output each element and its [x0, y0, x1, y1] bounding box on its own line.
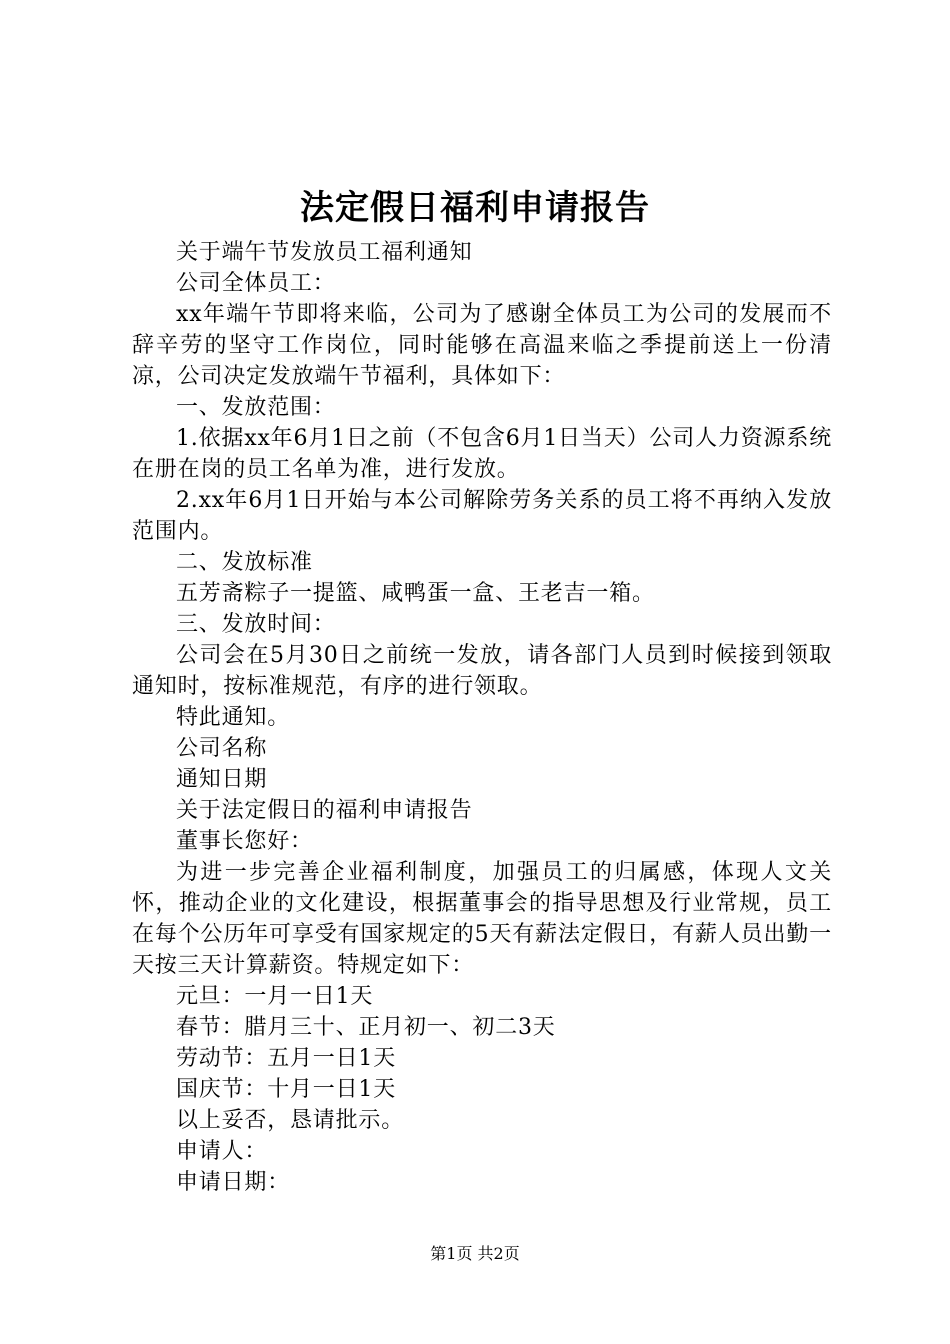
paragraph: 董事长您好：: [176, 829, 313, 854]
paragraph: 元旦：一月一日1天: [176, 984, 374, 1009]
paragraph: 特此通知。: [176, 705, 291, 730]
paragraph: 申请日期：: [176, 1170, 291, 1195]
document-body: [132, 237, 832, 1198]
paragraph: 五芳斋粽子一提篮、咸鸭蛋一盒、王老吉一箱。: [176, 581, 655, 606]
page-footer: 第1页 共2页: [430, 1244, 520, 1263]
paragraph: 关于端午节发放员工福利通知: [176, 240, 473, 265]
paragraph: 2.xx年6月1日开始与本公司解除劳务关系的员工将不再纳入发放范围内。: [132, 488, 832, 544]
paragraph: 一、发放范围：: [176, 395, 336, 420]
paragraph: 国庆节：十月一日1天: [176, 1077, 396, 1102]
paragraph: 关于法定假日的福利申请报告: [176, 798, 473, 823]
paragraph: 春节：腊月三十、正月初一、初二3天: [176, 1015, 556, 1040]
paragraph: 1.依据xx年6月1日之前（不包含6月1日当天）公司人力资源系统在册在岗的员工名单为准，进行发放。: [132, 426, 832, 482]
document-title: 法定假日福利申请报告: [300, 188, 650, 228]
paragraph: 劳动节：五月一日1天: [176, 1046, 396, 1071]
paragraph: 通知日期: [176, 767, 268, 792]
paragraph: 二、发放标准: [176, 550, 313, 575]
paragraph: xx年端午节即将来临，公司为了感谢全体员工为公司的发展而不辞辛劳的坚守工作岗位，同时能够在高温来临之季提前送上一份清凉，公司决定发放端午节福利，具体如下：: [132, 302, 832, 389]
paragraph: 以上妥否，恳请批示。: [176, 1108, 405, 1133]
paragraph: 公司名称: [176, 736, 268, 761]
paragraph: 申请人：: [176, 1139, 268, 1164]
paragraph: 为进一步完善企业福利制度，加强员工的归属感，体现人文关怀，推动企业的文化建设，根据董事会的指导思想及行业常规，员工在每个公历年可享受有国家规定的5天有薪法定假日，有薪人员出勤一天按三天计算薪资。特规定如下：: [132, 860, 832, 978]
paragraph: 三、发放时间：: [176, 612, 336, 637]
paragraph: 公司全体员工：: [176, 271, 336, 296]
paragraph: 公司会在5月30日之前统一发放，请各部门人员到时候接到领取通知时，按标准规范，有序的进行领取。: [132, 643, 832, 699]
